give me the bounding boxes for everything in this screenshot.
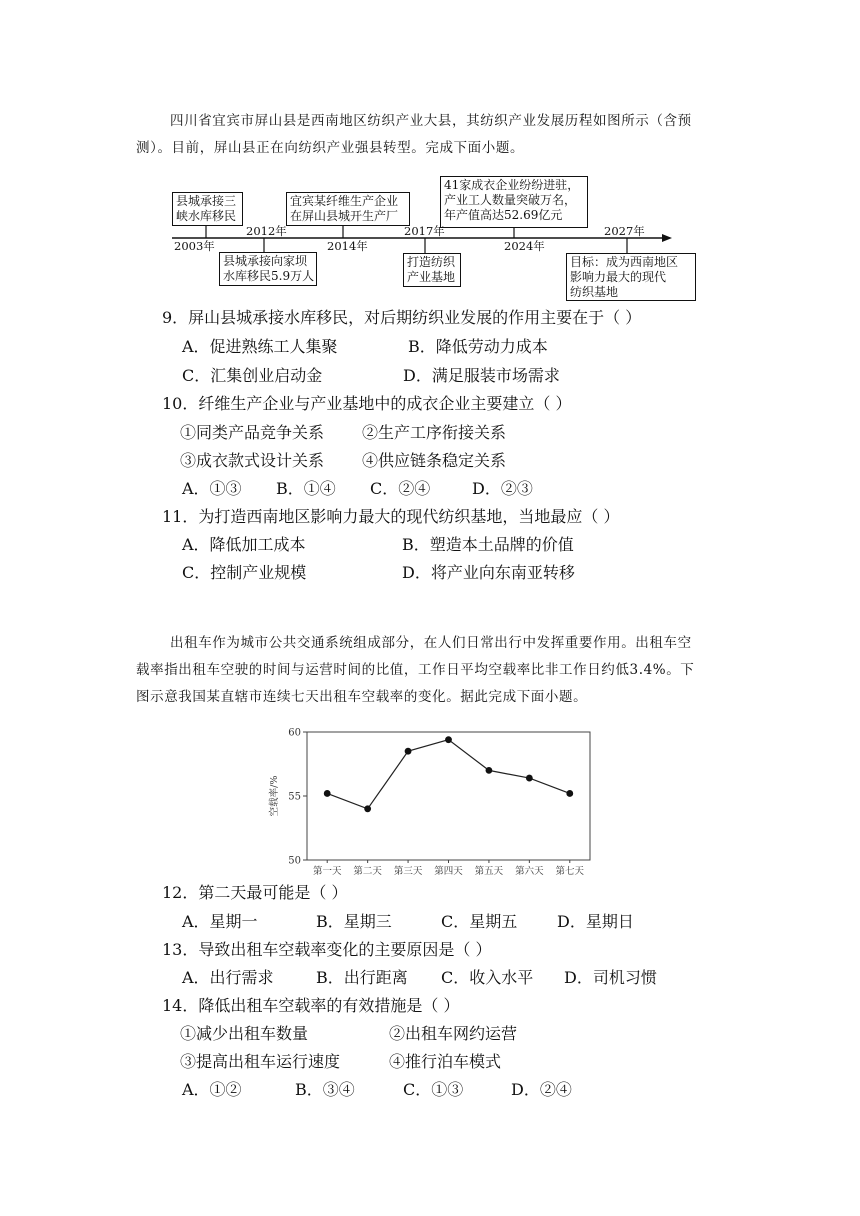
x-tick-label-6: 第七天 (555, 866, 585, 877)
x-tick-label-3: 第四天 (434, 866, 463, 877)
q10-option-d[interactable]: D．②③ (472, 479, 533, 498)
q13-option-c[interactable]: C．收入水平 (441, 968, 534, 987)
year-2003: 2003年 (174, 239, 215, 253)
q10-statement-4: ④供应链条稳定关系 (362, 451, 507, 470)
q11-option-c[interactable]: C．控制产业规模 (182, 563, 307, 582)
q11-option-b[interactable]: B．塑造本土品牌的价值 (402, 535, 574, 554)
x-tick-label-1: 第二天 (353, 866, 382, 877)
year-2012: 2012年 (246, 224, 287, 238)
data-point-2 (364, 805, 371, 812)
q14-option-a[interactable]: A．①② (182, 1080, 242, 1099)
y-tick-label-1: 55 (288, 791, 301, 803)
event-2003-line2: 峡水库移民 (176, 209, 237, 223)
q14-stem: 14．降低出租车空载率的有效措施是（ ） (162, 996, 460, 1015)
q12-option-c[interactable]: C．星期五 (441, 912, 518, 931)
year-2027: 2027年 (604, 224, 645, 238)
x-tick-label-5: 第六天 (515, 866, 544, 877)
section2-intro-line3: 图示意我国某直辖市连续七天出租车空载率的变化。据此完成下面小题。 (136, 689, 588, 705)
section1-intro-line1: 四川省宜宾市屏山县是西南地区纺织产业大县，其纺织产业发展历程如图所示（含预 (170, 113, 692, 129)
q14-statement-2: ②出租车网约运营 (389, 1024, 518, 1043)
y-tick-label-0: 50 (288, 855, 301, 867)
q11-option-a[interactable]: A．降低加工成本 (182, 535, 306, 554)
y-axis-label: 空载率/% (269, 775, 280, 817)
q13-option-b[interactable]: B．出行距离 (316, 968, 408, 987)
data-point-1 (324, 790, 331, 797)
event-2014-line1: 宜宾某纤维生产企业 (290, 194, 399, 208)
event-2003-line1: 县城承接三 (176, 194, 237, 208)
q12-option-d[interactable]: D．星期日 (557, 912, 634, 931)
q10-statement-3: ③成衣款式设计关系 (180, 451, 325, 470)
chart-frame (307, 732, 590, 860)
event-2024-line3: 年产值高达52.69亿元 (444, 208, 563, 222)
q14-option-b[interactable]: B．③④ (295, 1080, 355, 1099)
data-point-6 (526, 775, 533, 782)
q12-option-a[interactable]: A．星期一 (182, 912, 258, 931)
q14-statement-1: ①减少出租车数量 (180, 1024, 309, 1043)
q9-option-c[interactable]: C．汇集创业启动金 (182, 366, 323, 385)
q11-option-d[interactable]: D．将产业向东南亚转移 (402, 563, 575, 582)
section2-intro-line1: 出租车作为城市公共交通系统组成部分，在人们日常出行中发挥重要作用。出租车空 (170, 635, 692, 651)
q9-option-a[interactable]: A．促进熟练工人集聚 (182, 337, 338, 356)
q14-statement-3: ③提高出租车运行速度 (180, 1052, 341, 1071)
section2-intro-line2: 载率指出租车空驶的时间与运营时间的比值，工作日平均空载率比非工作日约低3.4%。下 (136, 662, 695, 678)
year-2024: 2024年 (504, 239, 545, 253)
year-2017: 2017年 (404, 224, 445, 238)
q9-option-d[interactable]: D．满足服装市场需求 (403, 366, 560, 385)
q14-option-c[interactable]: C．①③ (403, 1080, 464, 1099)
event-2027-line2: 影响力最大的现代 (570, 270, 667, 284)
event-2012-line2: 水库移民5.9万人 (223, 269, 315, 283)
x-tick-label-0: 第一天 (312, 866, 342, 877)
q10-option-b[interactable]: B．①④ (276, 479, 336, 498)
data-point-3 (405, 748, 412, 755)
q10-stem: 10．纤维生产企业与产业基地中的成衣企业主要建立（ ） (162, 394, 572, 413)
q13-stem: 13．导致出租车空载率变化的主要原因是（ ） (162, 940, 492, 959)
event-2014-line2: 在屏山县城开生产厂 (290, 209, 399, 223)
year-2014: 2014年 (327, 239, 368, 253)
event-2027-line3: 纺织基地 (570, 285, 619, 299)
q10-option-c[interactable]: C．②④ (370, 479, 431, 498)
series-line (327, 740, 570, 809)
q10-statement-2: ②生产工序衔接关系 (362, 423, 507, 442)
q13-option-d[interactable]: D．司机习惯 (564, 968, 657, 987)
data-point-5 (486, 767, 493, 774)
x-tick-label-2: 第三天 (393, 866, 423, 877)
event-2024-line2: 产业工人数量突破万名， (444, 193, 577, 207)
event-2027-line1: 目标：成为西南地区 (570, 255, 679, 269)
section1-intro-line2: 测）。目前，屏山县正在向纺织产业强县转型。完成下面小题。 (136, 140, 525, 156)
data-point-4 (445, 736, 452, 743)
x-tick-label-4: 第五天 (474, 866, 504, 877)
q10-statement-1: ①同类产品竞争关系 (180, 423, 325, 442)
q12-option-b[interactable]: B．星期三 (316, 912, 392, 931)
event-2012-line1: 县城承接向家坝 (223, 254, 308, 268)
y-tick-label-2: 60 (288, 727, 301, 739)
q11-stem: 11．为打造西南地区影响力最大的现代纺织基地，当地最应（ ） (162, 507, 620, 526)
q10-option-a[interactable]: A．①③ (182, 479, 242, 498)
q14-statement-4: ④推行泊车模式 (389, 1052, 502, 1071)
q12-stem: 12．第二天最可能是（ ） (162, 883, 348, 902)
event-2017-line2: 产业基地 (407, 270, 456, 284)
q14-option-d[interactable]: D．②④ (511, 1080, 572, 1099)
event-2017-line1: 打造纺织 (407, 255, 456, 269)
q13-option-a[interactable]: A．出行需求 (182, 968, 274, 987)
q9-option-b[interactable]: B．降低劳动力成本 (408, 337, 548, 356)
data-point-7 (566, 790, 573, 797)
q9-stem: 9．屏山县城承接水库移民，对后期纺织业发展的作用主要在于（ ） (162, 308, 642, 327)
event-2024-line1: 41家成衣企业纷纷进驻， (444, 178, 580, 192)
